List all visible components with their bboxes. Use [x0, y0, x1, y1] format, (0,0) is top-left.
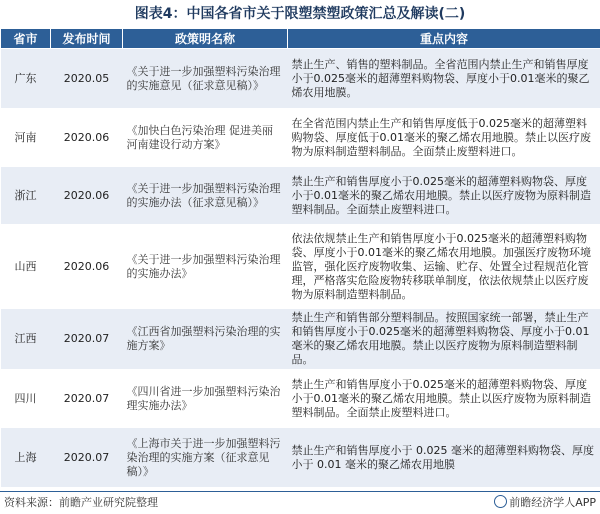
policy-name-cell: 《关于进一步加强塑料污染治理的实施办法（征求意见稿）》 — [123, 167, 288, 225]
source-note: 资料来源：前瞻产业研究院整理 — [4, 496, 158, 509]
table-row — [1, 167, 600, 225]
province-cell: 河南 — [1, 109, 51, 167]
header-province: 省市 — [1, 29, 51, 49]
province-cell: 江西 — [1, 309, 51, 370]
footer — [0, 491, 600, 514]
date-cell: 2020.07 — [51, 309, 123, 370]
table-header-row — [1, 29, 600, 49]
header-date: 发布时间 — [51, 29, 123, 49]
date-cell: 2020.07 — [51, 370, 123, 428]
content-cell: 禁止生产和销售部分塑料制品。按照国家统一部署，禁止生产和销售厚度小于0.025毫米的超薄塑料购物袋、厚度小于0.01毫米的聚乙烯农用地膜。禁止以医疗废物为原料制造塑料制品。 — [288, 309, 600, 370]
content-cell: 禁止生产和销售厚度小于 0.025 毫米的超薄塑料购物袋、厚度小于 0.01 毫米的聚乙烯农用地膜 — [288, 428, 600, 488]
table-row — [1, 109, 600, 167]
policy-name-cell: 《关于进一步加强塑料污染治理的实施意见（征求意见稿）》 — [123, 49, 288, 109]
table-row — [1, 49, 600, 109]
table-row — [1, 370, 600, 428]
date-cell: 2020.07 — [51, 428, 123, 488]
date-cell: 2020.05 — [51, 49, 123, 109]
header-policy-name: 政策明名称 — [123, 29, 288, 49]
brand-credit — [494, 492, 596, 514]
date-cell: 2020.06 — [51, 225, 123, 309]
policy-name-cell: 《关于进一步加强塑料污染治理的实施办法》 — [123, 225, 288, 309]
date-cell: 2020.06 — [51, 109, 123, 167]
table-row — [1, 428, 600, 488]
policy-table — [0, 28, 600, 488]
policy-name-cell: 《江西省加强塑料污染治理的实施方案》 — [123, 309, 288, 370]
content-cell: 禁止生产、销售的塑料制品。全省范围内禁止生产和销售厚度小于0.025毫米的超薄塑料购物袋、厚度小于0.01毫米的聚乙烯农用地膜。 — [288, 49, 600, 109]
table-row — [1, 225, 600, 309]
table-row — [1, 309, 600, 370]
header-key-content: 重点内容 — [288, 29, 600, 49]
policy-name-cell: 《加快白色污染治理 促进美丽河南建设行动方案》 — [123, 109, 288, 167]
figure-title: 图表4：中国各省市关于限塑禁塑政策汇总及解读(二) — [134, 6, 466, 22]
province-cell: 山西 — [1, 225, 51, 309]
content-cell: 禁止生产和销售厚度小于0.025毫米的超薄塑料购物袋、厚度小于0.01毫米的聚乙烯农用地膜。禁止以医疗废物为原料制造塑料制品。全面禁止废塑料进口。 — [288, 370, 600, 428]
content-cell: 禁止生产和销售厚度小于0.025毫米的超薄塑料购物袋、厚度小于0.01毫米的聚乙烯农用地膜。禁止以医疗废物为原料制造塑料制品。全面禁止废塑料进口。 — [288, 167, 600, 225]
province-cell: 四川 — [1, 370, 51, 428]
province-cell: 浙江 — [1, 167, 51, 225]
content-cell: 依法依规禁止生产和销售厚度小于0.025毫米的超薄塑料购物袋、厚度小于0.01毫米的聚乙烯农用地膜。加强医疗废物环境监管，强化医疗废物收集、运输、贮存、处置全过程规范化管理，严格落实危险废物转移联单制度，依法依规禁止以医疗废物为原料制造塑料制品。 — [288, 225, 600, 309]
province-cell: 广东 — [1, 49, 51, 109]
brand-logo-icon — [494, 495, 507, 508]
date-cell: 2020.06 — [51, 167, 123, 225]
province-cell: 上海 — [1, 428, 51, 488]
policy-name-cell: 《上海市关于进一步加强塑料污染治理的实施方案（征求意见稿）》 — [123, 428, 288, 488]
brand-text: 前瞻经济学人APP — [509, 496, 596, 509]
policy-name-cell: 《四川省进一步加强塑料污染治理实施办法》 — [123, 370, 288, 428]
content-cell: 在全省范围内禁止生产和销售厚度低于0.025毫米的超薄塑料购物袋、厚度低于0.01毫米的聚乙烯农用地膜。禁止以医疗废物为原料制造塑料制品。全面禁止废塑料进口。 — [288, 109, 600, 167]
